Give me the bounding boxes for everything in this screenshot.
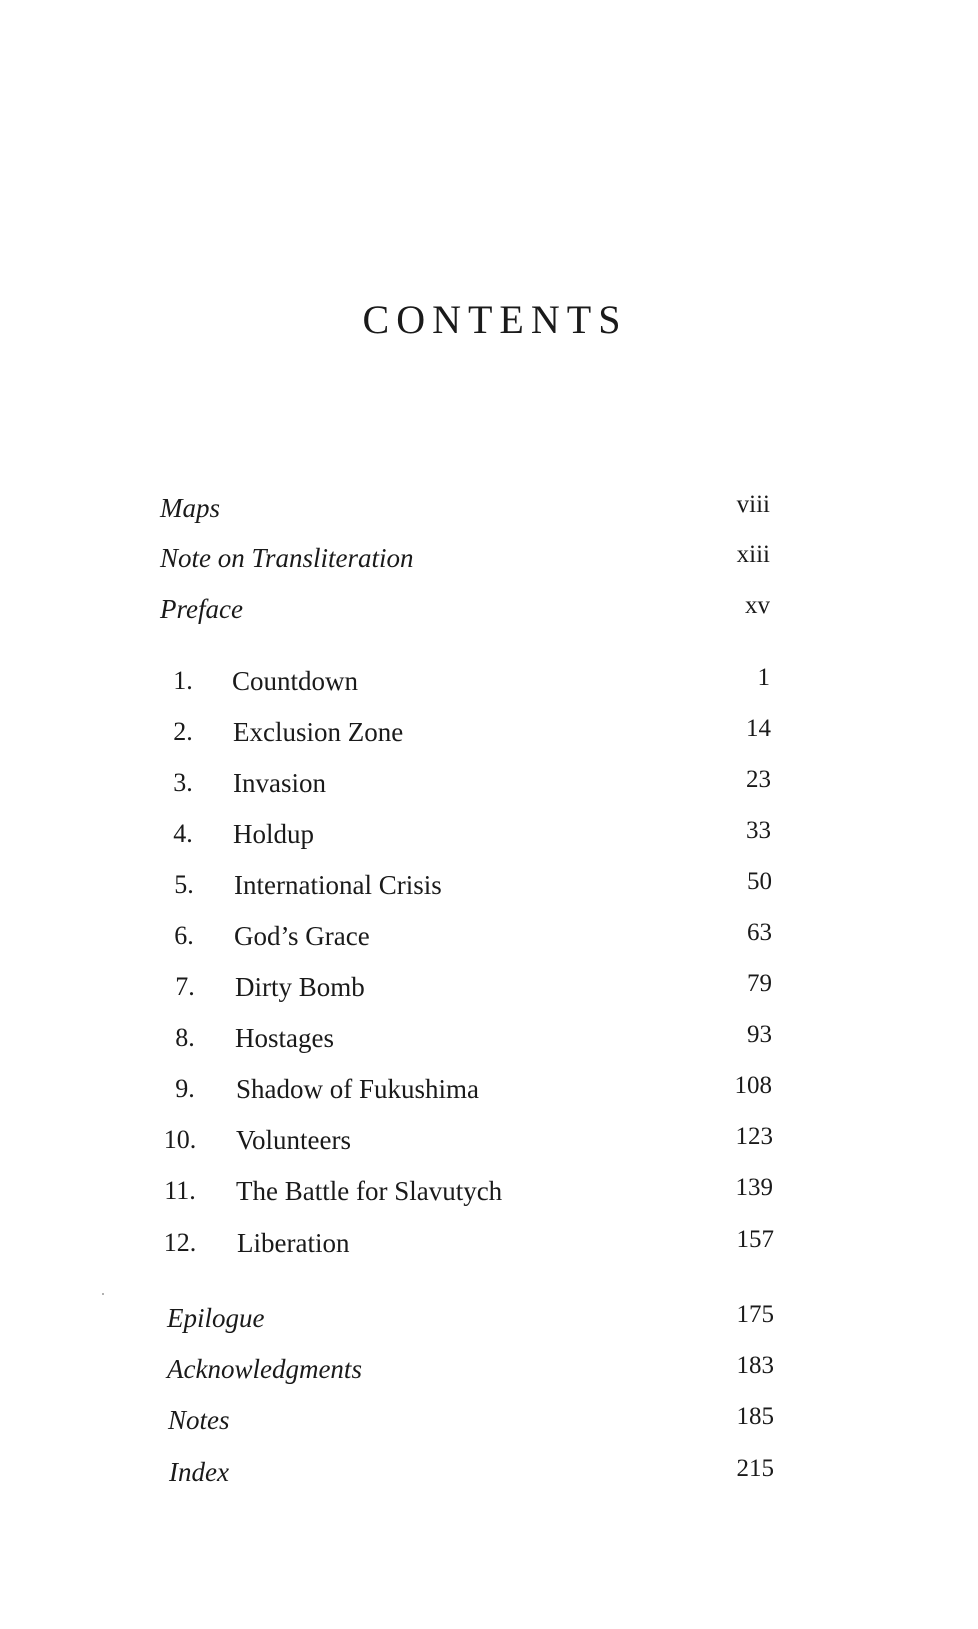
toc-chapter-number: 1. <box>173 666 193 695</box>
toc-chapter-2 <box>158 712 771 752</box>
toc-chapter-number: 4. <box>173 819 193 848</box>
toc-entry-page: viii <box>736 491 770 518</box>
toc-entry-label: Epilogue <box>167 1303 265 1333</box>
toc-chapter-page: 1 <box>757 664 770 691</box>
toc-chapter-title: International Crisis <box>234 870 442 900</box>
toc-chapter-page: 157 <box>736 1226 774 1253</box>
toc-chapter-1 <box>158 661 770 701</box>
toc-chapter-9 <box>160 1069 772 1109</box>
toc-chapter-page: 108 <box>734 1072 772 1099</box>
toc-chapter-number: 5. <box>174 870 194 899</box>
toc-chapter-title: Dirty Bomb <box>235 972 365 1002</box>
toc-chapter-title: Holdup <box>233 819 314 849</box>
toc-entry-note-on-transliteration <box>160 538 770 578</box>
toc-chapter-page: 139 <box>735 1174 773 1201</box>
toc-chapter-5 <box>159 865 772 905</box>
toc-chapter-number: 8. <box>175 1023 195 1052</box>
toc-chapter-page: 79 <box>747 970 772 997</box>
toc-chapter-number: 6. <box>174 921 194 950</box>
toc-chapter-title: Exclusion Zone <box>233 717 404 747</box>
toc-chapter-title: God’s Grace <box>234 921 370 951</box>
toc-chapter-12 <box>155 1223 774 1263</box>
toc-chapter-6 <box>159 916 772 956</box>
toc-entry-index <box>169 1452 774 1492</box>
toc-entry-preface <box>160 589 770 629</box>
toc-chapter-title: Countdown <box>232 666 359 696</box>
toc-chapter-title: Volunteers <box>236 1125 351 1155</box>
toc-entry-page: 185 <box>736 1403 774 1430</box>
toc-chapter-11 <box>155 1171 773 1211</box>
toc-chapter-number: 10. <box>163 1125 197 1154</box>
toc-entry-label: Acknowledgments <box>167 1354 362 1384</box>
toc-entry-acknowledgments <box>167 1349 774 1389</box>
toc-entry-maps <box>160 488 770 528</box>
contents-heading: CONTENTS <box>362 297 628 342</box>
toc-entry-page: 215 <box>736 1455 774 1482</box>
toc-chapter-page: 14 <box>746 715 771 742</box>
toc-chapter-page: 50 <box>747 868 772 895</box>
toc-chapter-title: Hostages <box>235 1023 334 1053</box>
toc-entry-notes <box>168 1400 774 1440</box>
toc-entry-page: 183 <box>736 1352 774 1379</box>
toc-chapter-page: 93 <box>747 1021 772 1048</box>
toc-chapter-number: 9. <box>175 1074 195 1103</box>
toc-chapter-7 <box>160 967 772 1007</box>
toc-chapter-8 <box>160 1018 772 1058</box>
toc-chapter-number: 11. <box>164 1176 196 1205</box>
toc-chapter-page: 23 <box>746 766 771 793</box>
toc-chapter-number: 2. <box>173 717 193 746</box>
scan-speck <box>102 1293 104 1295</box>
toc-entry-label: Maps <box>160 493 220 523</box>
toc-entry-page: xiii <box>736 541 770 568</box>
toc-chapter-3 <box>158 763 771 803</box>
toc-entry-page: xv <box>745 592 770 619</box>
toc-chapter-page: 123 <box>735 1123 773 1150</box>
toc-chapter-number: 12. <box>163 1228 197 1257</box>
toc-chapter-title: The Battle for Slavutych <box>236 1176 503 1206</box>
toc-chapter-number: 3. <box>173 768 193 797</box>
toc-chapter-title: Shadow of Fukushima <box>236 1074 479 1104</box>
toc-entry-epilogue <box>167 1298 774 1338</box>
toc-entry-label: Preface <box>160 594 243 624</box>
toc-chapter-page: 63 <box>747 919 772 946</box>
toc-chapter-number: 7. <box>175 972 195 1001</box>
toc-chapter-page: 33 <box>746 817 771 844</box>
toc-entry-label: Note on Transliteration <box>160 543 414 573</box>
toc-entry-label: Notes <box>168 1405 230 1435</box>
toc-chapter-title: Invasion <box>233 768 326 798</box>
toc-chapter-title: Liberation <box>237 1228 350 1258</box>
toc-chapter-10 <box>155 1120 773 1160</box>
toc-entry-page: 175 <box>736 1301 774 1328</box>
toc-chapter-4 <box>158 814 771 854</box>
toc-entry-label: Index <box>169 1457 229 1487</box>
